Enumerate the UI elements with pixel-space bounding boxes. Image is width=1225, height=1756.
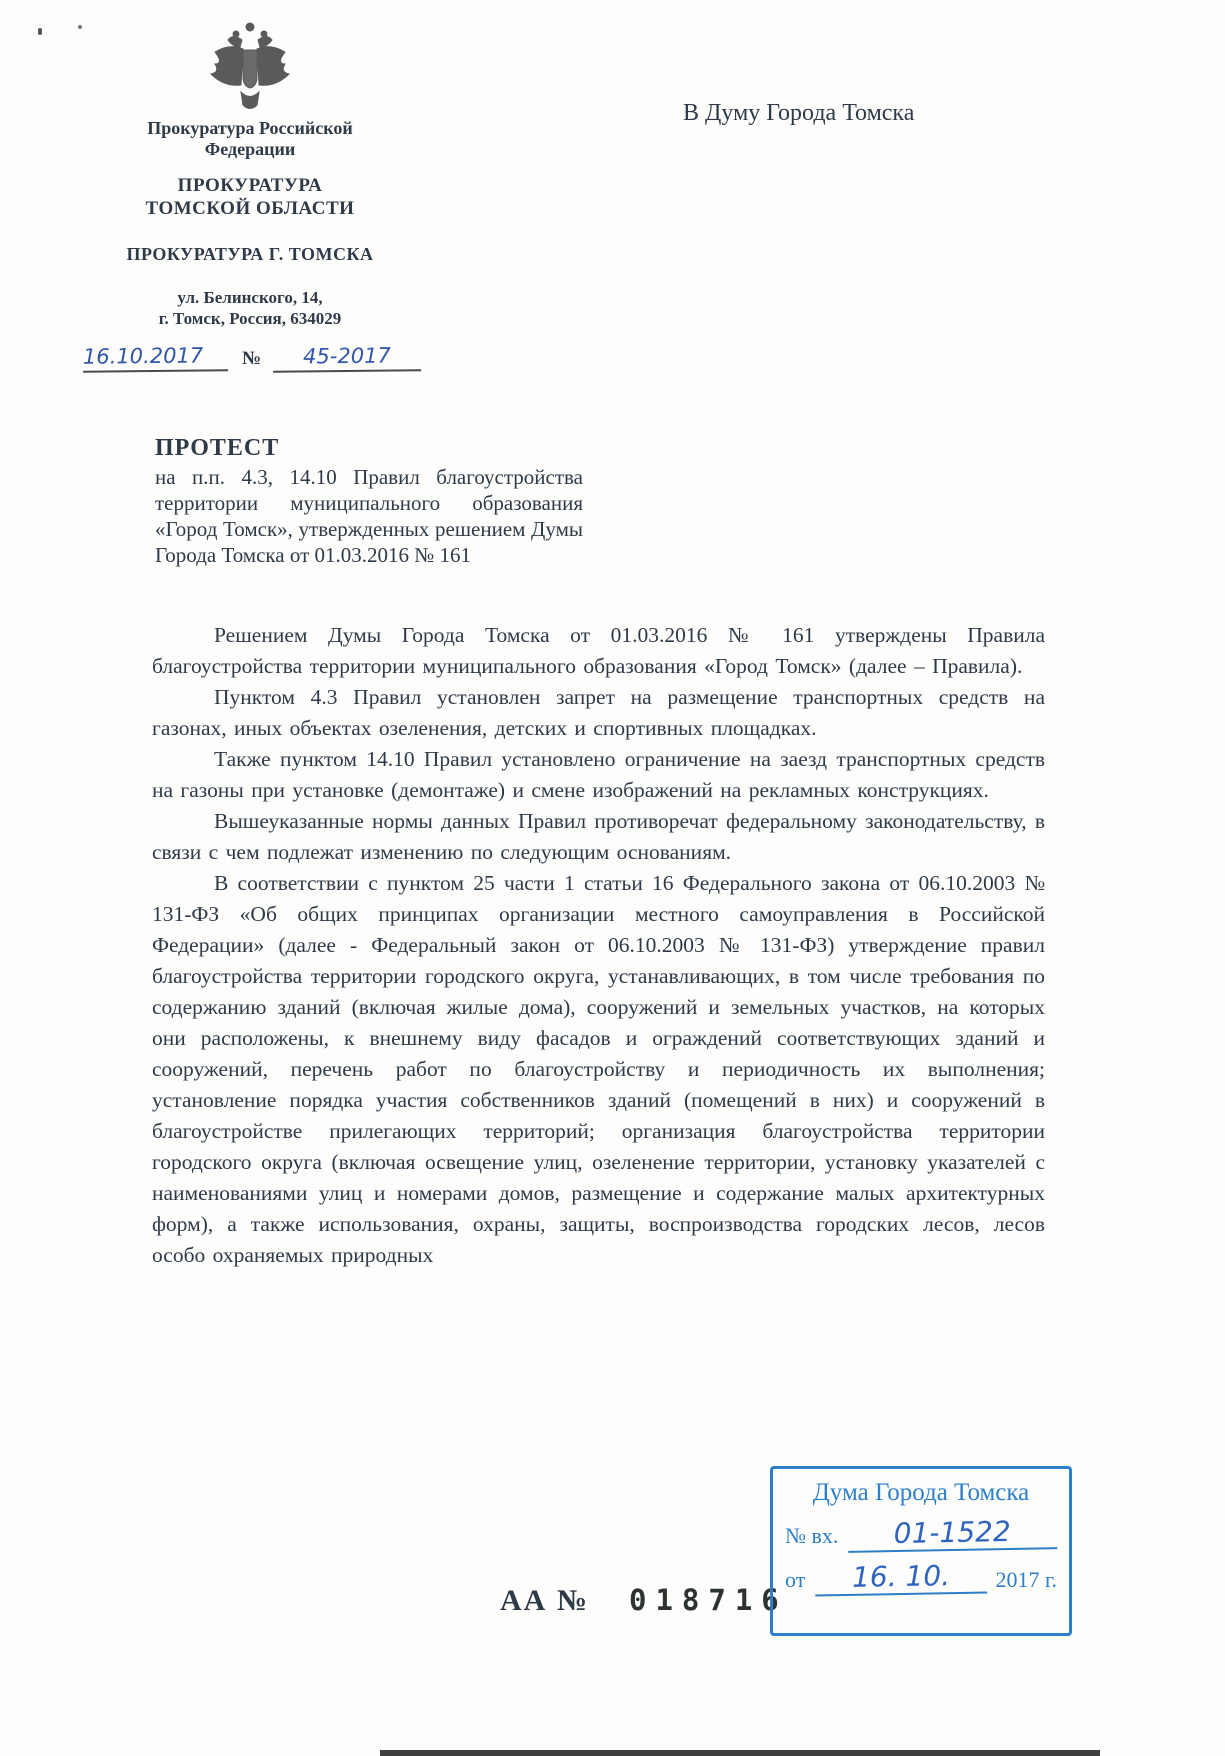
document-title: ПРОТЕСТ xyxy=(155,435,280,461)
handwritten-date: 16.10.2017 xyxy=(83,343,228,373)
stamp-org-name: Дума Города Томска xyxy=(812,1479,1030,1506)
form-serial xyxy=(500,1583,788,1618)
body-paragraph: Решением Думы Города Томска от 01.03.2016 № 161 утверждены Правила благоустройства территории муниципального образования «Город Томск» (далее – Правила). xyxy=(152,623,1045,678)
stamp-incoming-number-handwritten: 01-1522 xyxy=(848,1517,1057,1553)
org-parent-name: Прокуратура Российской Федерации xyxy=(147,118,353,159)
stamp-date-suffix: 2017 г. xyxy=(995,1567,1057,1592)
coat-of-arms-emblem xyxy=(208,20,292,112)
body-paragraph: Вышеуказанные нормы данных Правил противоречат федеральному законодательству, в связи с чем подлежат изменению по следующим основаниям. xyxy=(152,809,1045,864)
org-region-name: ПРОКУРАТУРА ТОМСКОЙ ОБЛАСТИ xyxy=(145,175,355,219)
recipient: В Думу Города Томска xyxy=(683,100,915,126)
scan-artifact xyxy=(38,28,42,35)
body-paragraph: В соответствии с пунктом 25 части 1 статьи 16 Федерального закона от 06.10.2003 № 131-ФЗ «Об общих принципах организации местного самоуправления в Российской Федерации» (далее - Федеральный закон от 06.10.2003 № 131-ФЗ) утверждение правил благоустройства территории городского округа, устанавливающих, в том числе требования по содержанию зданий (включая жилые дома), сооружений и земельных участков, на которых они расположены, к внешнему виду фасадов и ограждений соответствующих зданий и сооружений, перечень работ по благоустройству и периодичность их выполнения; установление порядка участия собственников зданий (помещений в них) и сооружений в благоустройстве прилегающих территорий; организация благоустройства территории городского округа (включая освещение улиц, озеленение территории, установку указателей с наименованиями улиц и номерами домов, размещение и содержание малых архитектурных форм), а также использования, охраны, защиты, воспроизводства городских лесов, лесов особо охраняемых природных xyxy=(152,871,1045,1267)
scan-artifact xyxy=(78,25,82,29)
stamp-date-label: от xyxy=(785,1567,806,1592)
handwritten-outgoing-number: 45-2017 xyxy=(273,343,421,373)
address-line2: г. Томск, Россия, 634029 xyxy=(158,309,342,328)
title-block xyxy=(155,435,583,568)
document-subtitle: на п.п. 4.3, 14.10 Правил благоустройства территории муниципального образования «Город Томск», утвержденных решением Думы Города Томска от 01.03.2016 № 161 xyxy=(155,465,583,567)
letterhead xyxy=(85,20,415,329)
body-paragraph: Пунктом 4.3 Правил установлен запрет на размещение транспортных средств на газонах, иных объектах озеленения, детских и спортивных площадках. xyxy=(152,685,1045,740)
document-body xyxy=(152,620,1045,1271)
scan-artifact xyxy=(380,1750,1100,1756)
address-line1: ул. Белинского, 14, xyxy=(177,288,323,307)
number-sign: № xyxy=(242,348,262,369)
form-serial-label: АА № xyxy=(500,1584,589,1617)
body-paragraph: Также пунктом 14.10 Правил установлено ограничение на заезд транспортных средств на газоны при установке (демонтаже) и смене изображений на рекламных конструкциях. xyxy=(152,747,1045,802)
stamp-incoming-label: № вх. xyxy=(785,1523,839,1548)
registry-stamp xyxy=(770,1466,1072,1636)
date-number-line xyxy=(83,344,483,372)
form-serial-number: 018716 xyxy=(628,1583,788,1617)
org-city-name: ПРОКУРАТУРА Г. ТОМСКА xyxy=(126,244,374,264)
stamp-date-handwritten: 16. 10. xyxy=(815,1562,988,1597)
